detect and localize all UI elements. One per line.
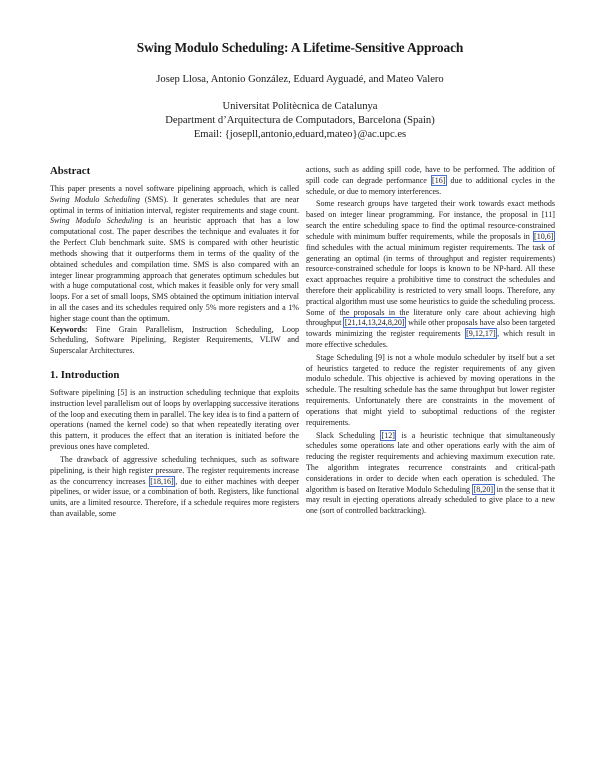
citation-link[interactable]: [18,16] (150, 476, 174, 486)
citation-link[interactable]: [10,6] (534, 231, 554, 241)
keywords-text: Fine Grain Parallelism, Instruction Scheduling, Loop Scheduling, Software Pipelining, Register Requirements, VLIW and Superscalar Architectures. (50, 324, 299, 356)
citation-link[interactable]: [21,14,13,24,8,20] (344, 318, 405, 328)
right-paragraph-2: Some research groups have targeted their work towards exact methods based on integer linear programming. For instance, the proposal in [11] search the entire scheduling space to find the optimal resource-constrained schedule with minimum buffer requirements, while the proposals in [10,6] find schedules with the actual minimum register requirements. The task of generating an optimal (in terms of throughput and register requirements) resource-constrained schedule for loops is known to be NP-hard. All these exact approaches require a prohibitive time to construct the schedules and therefore their applicability is restricted to very small loops. Therefore, any practical algorithm must use some heuristics to guide the scheduling process. Some of the proposals in the literature only care about achieving high throughput [21,14,13,24,8,20] while other proposals have also been targeted towards minimizing the register requirements [9,12,17] , which result in more effective schedules. (306, 199, 556, 349)
author-list: Josep Llosa, Antonio González, Eduard Ayguadé, and Mateo Valero (156, 74, 444, 85)
right-paragraph-1: actions, such as adding spill code, have to be performed. The addition of spill code can degrade performance [16] due to additional cycles in the schedule, or due to memory interferences. (306, 165, 555, 196)
department-name: Department d’Arquitectura de Computadors, Barcelona (Spain) (165, 115, 435, 126)
sms-term: Swing Modulo Scheduling (50, 216, 143, 226)
left-column (50, 165, 299, 520)
citation-link[interactable]: [16] (432, 175, 446, 185)
citation-link[interactable]: [9,12,17] (466, 329, 496, 339)
citation-link[interactable]: [8,20] (473, 484, 494, 494)
right-column (306, 165, 555, 517)
abstract-paragraph: This paper presents a novel software pipelining approach, which is called Swing Modulo Scheduling (SMS). It generates schedules that are near optimal in terms of initiation interval, register requirements and stage count. Swing Modulo Scheduling is an heuristic approach that has a low computational cost. The paper describes the technique and evaluates it for the Perfect Club benchmark suite. SMS is compared with other heuristic methods showing that it outperforms them in terms of the quality of the obtained schedules and compilation time. SMS is also compared with an integer linear programming approach that generates optimum schedules but with a huge computational cost, which makes it feasible only for very small loops. For a set of small loops, SMS obtained the optimum initiation interval in all the cases and its schedules required only 5% more registers and a 1% higher stage count than the optimum. (50, 184, 300, 323)
abstract-heading: Abstract (50, 165, 91, 177)
intro-paragraph-1: Software pipelining [5] is an instruction scheduling technique that exploits instruction level parallelism out of loops by overlapping successive iterations of the loop and executing them in parallel. The key idea is to find a pattern of operations (named the kernel code) so that when repeatedly iterating over this pattern, it produces the effect that an iteration is initiated before the previous ones have completed. (50, 388, 300, 452)
intro-paragraph-2: The drawback of aggressive scheduling techniques, such as software pipelining, is their high register pressure. The register requirements increase as the concurrency increases [18,16] , due to either machines with deeper pipelines, or wider issue, or a combination of both. Registers, like functional units, are a limited resource. Therefore, if a schedule requires more registers than available, some (50, 454, 299, 518)
university-name: Universitat Politècnica de Catalunya (222, 101, 378, 112)
affiliation-block (0, 100, 600, 142)
sms-term: Swing Modulo Scheduling (50, 194, 140, 204)
keywords-paragraph (50, 325, 299, 357)
keywords-label: Keywords: (50, 324, 88, 334)
email-address: Email: {josepll,antonio,eduard,mateo}@ac.upc.es (193, 129, 407, 140)
introduction-heading: 1. Introduction (50, 369, 120, 381)
right-paragraph-3: Stage Scheduling [9] is not a whole modulo scheduler by itself but a set of heuristics targeted to reduce the register requirements of any given modulo schedule. This objective is achieved by moving operations in the schedule. The resulting schedule has the same throughput but lower register requirements. Unfortunately there are constraints in the movement of operations that might yield to suboptimal reductions of the register requirements. (306, 352, 555, 427)
right-paragraph-4: Slack Scheduling [12] is a heuristic technique that simultaneously schedules some operations late and other operations early with the aim of reducing the register requirements and achieving maximum execution rate. The algorithm integrates recurrence constraints and critical-path considerations in order to decide when each operation is scheduled. The algorithm is based on Iterative Modulo Scheduling [8,20] in the sense that it may result in ejecting operations already scheduled to give place to a new one (sort of controlled backtracking). (306, 430, 555, 516)
citation-link[interactable]: [12] (381, 430, 395, 440)
paper-title: Swing Modulo Scheduling: A Lifetime-Sensitive Approach (136, 40, 464, 55)
